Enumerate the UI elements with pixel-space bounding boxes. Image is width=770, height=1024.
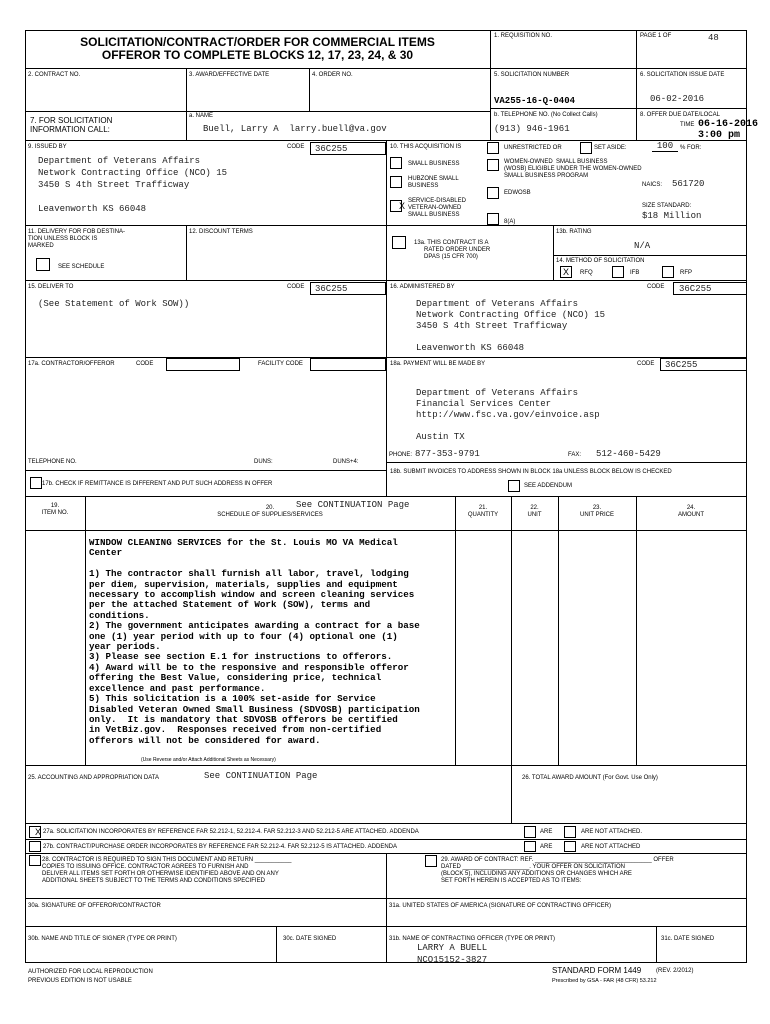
footer-left: AUTHORIZED FOR LOCAL REPRODUCTION PREVIOUS EDITION IS NOT USABLE — [28, 969, 153, 984]
31c-label: 31c. DATE SIGNED — [661, 936, 715, 942]
set-aside-label: SET ASIDE: — [594, 145, 627, 151]
total-award-label: 26. TOTAL AWARD AMOUNT (For Govt. Use Only) — [522, 775, 658, 781]
29-checkbox[interactable] — [425, 855, 437, 867]
payment-code-label: CODE — [637, 361, 655, 367]
hubzone-checkbox[interactable] — [390, 176, 402, 188]
col-quantity: 21. QUANTITY — [467, 505, 499, 518]
name-label: a. NAME — [189, 113, 214, 119]
submit-invoices-label: 18b. SUBMIT INVOICES TO ADDRESS SHOWN IN BLOCK 18a UNLESS BLOCK BELOW IS CHECKED — [390, 469, 672, 475]
administered-address: Department of Veterans Affairs Network Contracting Office (NCO) 15 3450 S 4th Street Trafficway Leavenworth KS 66048 — [416, 299, 606, 353]
rfp-label: RFP — [680, 270, 692, 276]
contractor-label: 17a. CONTRACTOR/OFFEROR — [28, 361, 115, 367]
order-no-label: 4. ORDER NO. — [312, 72, 353, 78]
acquisition-label: 10. THIS ACQUISITION IS — [390, 144, 462, 150]
form-title-line2: OFFEROR TO COMPLETE BLOCKS 12, 17, 23, 24, & 30 — [101, 48, 414, 62]
wosb-label: WOMEN-OWNED SMALL BUSINESS (WOSB) ELIGIBLE UNDER THE WOMEN-OWNED SMALL BUSINESS PROGRAM — [504, 159, 642, 179]
set-aside-percent: 100 — [652, 141, 678, 152]
rated-order-checkbox[interactable] — [392, 236, 406, 249]
col-unit: 22. UNIT — [527, 505, 542, 518]
rating-label: 13b. RATING — [556, 229, 592, 235]
31b-label: 31b. NAME OF CONTRACTING OFFICER (TYPE OR PRINT) — [389, 936, 556, 942]
sdvosb-check-mark: X — [399, 201, 406, 211]
payment-phone: 877-353-9791 — [415, 449, 480, 459]
ifb-checkbox[interactable] — [612, 266, 624, 278]
ifb-label: IFB — [630, 270, 640, 276]
deliver-to-text: (See Statement of Work SOW)) — [38, 299, 190, 309]
method-label: 14. METHOD OF SOLICITATION — [556, 258, 645, 264]
27a-are-not-checkbox[interactable] — [564, 826, 576, 838]
edwosb-checkbox[interactable] — [487, 187, 499, 199]
hubzone-label: HUBZONE SMALL BUSINESS — [408, 176, 459, 189]
page-total: 48 — [708, 33, 719, 43]
size-standard-label: SIZE STANDARD: — [642, 203, 692, 209]
offer-due-time: 3:00 pm — [698, 130, 741, 141]
duns4-label: DUNS+4: — [333, 459, 359, 465]
see-schedule-checkbox[interactable] — [36, 258, 50, 271]
delivery-label: 11. DELIVERY FOR FOB DESTINA- TION UNLESS BLOCK IS MARKED — [28, 229, 126, 249]
issued-by-label: 9. ISSUED BY — [28, 144, 67, 150]
29-label: 29. AWARD OF CONTRACT: REF. ___________________________________ OFFER DATED ____________________. YOUR OFFER ON SOLICITATION (BLOCK 5), INCLUDING ANY ADDITIONS OR CHANGES WHICH ARE SET FORTH HEREIN IS ACCEPTED AS TO ITEMS: — [441, 857, 674, 884]
solicitation-number: VA255-16-Q-0404 — [494, 96, 576, 106]
col-schedule: 20. SCHEDULE OF SUPPLIES/SERVICES — [217, 505, 323, 518]
27a-are-checkbox[interactable] — [524, 826, 536, 838]
remittance-label: 17b. CHECK IF REMITTANCE IS DIFFERENT AND PUT SUCH ADDRESS IN OFFER — [42, 481, 273, 487]
rfq-check-mark: X — [563, 267, 570, 277]
issue-date-label: 6. SOLICITATION ISSUE DATE — [640, 72, 725, 78]
payment-fax: 512-460-5429 — [596, 449, 661, 459]
issue-date: 06-02-2016 — [650, 94, 705, 104]
27b-are-label: ARE — [540, 844, 553, 850]
award-date-label: 3. AWARD/EFFECTIVE DATE — [189, 72, 270, 78]
eight-a-label: 8(A) — [504, 219, 516, 225]
solicitation-number-label: 5. SOLICITATION NUMBER — [494, 72, 570, 78]
contract-no-label: 2. CONTRACT NO. — [28, 72, 81, 78]
contractor-code-box[interactable] — [166, 358, 240, 371]
see-schedule-label: SEE SCHEDULE — [58, 264, 105, 270]
schedule-footnote: (Use Reverse and/or Attach Additional Sheets as Necessary) — [141, 757, 276, 763]
31a-label: 31a. UNITED STATES OF AMERICA (SIGNATURE OF CONTRACTING OFFICER) — [389, 903, 612, 909]
30b-label: 30b. NAME AND TITLE OF SIGNER (TYPE OR PRINT) — [28, 936, 177, 942]
27b-are-not-label: ARE NOT ATTACHED — [581, 844, 641, 850]
standard-form: STANDARD FORM 1449 — [552, 966, 642, 975]
contracting-officer: LARRY A BUELL — [417, 943, 488, 953]
small-business-checkbox[interactable] — [390, 157, 402, 169]
30a-label: 30a. SIGNATURE OF OFFEROR/CONTRACTOR — [28, 903, 161, 909]
unrestricted-label: UNRESTRICTED OR — [504, 145, 562, 151]
remittance-checkbox[interactable] — [30, 477, 42, 489]
issued-by-address: Department of Veterans Affairs Network Contracting Office (NCO) 15 3450 S 4th Street Trafficway Leavenworth KS 66048 — [38, 156, 228, 214]
administered-code-label: CODE — [647, 284, 665, 290]
schedule-description: WINDOW CLEANING SERVICES for the St. Louis MO VA Medical Center 1) The contractor shall furnish all labor, travel, lodging per diem, supervision, materials, supplies and equipment necessary to accomplish window and screen cleaning services per the attached Statement of Work (SOW), terms and conditions. 2) The government anticipates awarding a contract for a base one (1) year period with up to four (4) optional one (1) year periods. 3) Please see section E.1 for instructions to offerors. 4) Award will be to the responsive and responsible offeror offering the Best Value, considering price, technical excellence and past performance. 5) This solicitation is a 100% set-aside for Service Disabled Veteran Owned Small Business (SDVOSB) participation only. It is mandatory that SDVOSB offerors be certified in VetBiz.gov. Responses received from non-certified offerors will not be considered for award. — [89, 537, 420, 746]
accounting-value: See CONTINUATION Page — [204, 771, 318, 781]
payment-phone-label: PHONE: — [389, 452, 413, 458]
offer-due-date: 06-16-2016 — [698, 119, 759, 130]
small-business-label: SMALL BUSINESS — [408, 161, 460, 167]
facility-code-box[interactable] — [310, 358, 386, 371]
see-addendum-label: SEE ADDENDUM — [524, 483, 573, 489]
duns-label: DUNS: — [254, 459, 273, 465]
wosb-checkbox[interactable] — [487, 159, 499, 171]
payment-address: Department of Veterans Affairs Financial Services Center http://www.fsc.va.gov/einvoice.asp Austin TX — [416, 388, 600, 442]
rated-order-label: 13a. THIS CONTRACT IS A RATED ORDER UNDER DPAS (15 CFR 700) — [414, 240, 491, 260]
rfq-label: RFQ — [580, 270, 593, 276]
size-standard: $18 Million — [642, 211, 702, 221]
contractor-code-label: CODE — [136, 361, 154, 367]
telephone: (913) 946-1961 — [494, 124, 570, 134]
sdvosb-label: SERVICE-DISABLED VETERAN-OWNED SMALL BUSINESS — [408, 198, 466, 218]
contracting-officer-id: NCO15152-3827 — [417, 955, 488, 965]
time-label: TIME — [680, 122, 695, 128]
prescribed-by: Prescribed by GSA - FAR (48 CFR) 53.212 — [552, 978, 657, 984]
set-aside-checkbox[interactable] — [580, 142, 592, 154]
eight-a-checkbox[interactable] — [487, 213, 499, 225]
27a-are-not-label: ARE NOT ATTACHED. — [581, 829, 643, 835]
rating-value: N/A — [634, 241, 651, 251]
see-addendum-checkbox[interactable] — [508, 480, 520, 492]
edwosb-label: EDWOSB — [504, 190, 531, 196]
28-checkbox[interactable] — [29, 855, 41, 866]
form-title-line1: SOLICITATION/CONTRACT/ORDER FOR COMMERCIAL ITEMS — [80, 35, 435, 49]
discount-terms-label: 12. DISCOUNT TERMS — [189, 229, 253, 235]
27b-checkbox[interactable] — [29, 841, 41, 852]
form-title — [25, 36, 490, 62]
27a-are-label: ARE — [540, 829, 553, 835]
deliver-to-code: 36C255 — [315, 284, 348, 294]
col-item-no: 19. ITEM NO. — [41, 503, 69, 516]
solicitation-info-label: 7. FOR SOLICITATION INFORMATION CALL: — [30, 116, 113, 134]
telephone-no-label: TELEPHONE NO. — [28, 459, 77, 465]
rfp-checkbox[interactable] — [662, 266, 674, 278]
payment-fax-label: FAX: — [568, 452, 582, 458]
contact-name: Buell, Larry A larry.buell@va.gov — [203, 124, 387, 134]
27b-label: 27b. CONTRACT/PURCHASE ORDER INCORPORATES BY REFERENCE FAR 52.212-4. FAR 52.212-5 IS ATTACHED. ADDENDA — [43, 844, 397, 850]
27b-are-not-checkbox[interactable] — [564, 841, 576, 852]
col-amount: 24. AMOUNT — [678, 505, 704, 518]
27b-are-checkbox[interactable] — [524, 841, 536, 852]
accounting-label: 25. ACCOUNTING AND APPROPRIATION DATA — [28, 775, 160, 781]
issued-by-code: 36C255 — [315, 144, 348, 154]
30c-label: 30c. DATE SIGNED — [283, 936, 337, 942]
requisition-label: 1. REQUISITION NO. — [494, 33, 553, 39]
telephone-label: b. TELEPHONE NO. (No Collect Calls) — [494, 112, 598, 118]
27a-label: 27a. SOLICITATION INCORPORATES BY REFERENCE FAR 52.212-1, 52.212-4. FAR 52.212-3 AND 52.212-5 ARE ATTACHED. ADDENDA — [43, 829, 419, 835]
deliver-to-code-label: CODE — [287, 284, 305, 290]
naics-label: NAICS: — [642, 182, 663, 188]
offer-due-label: 8. OFFER DUE DATE/LOCAL — [640, 112, 720, 118]
payment-code: 36C255 — [665, 360, 698, 370]
28-label: 28. CONTRACTOR IS REQUIRED TO SIGN THIS DOCUMENT AND RETURN ___________ COPIES TO ISSUING OFFICE. CONTRACTOR AGREES TO FURNISH AND DELIVER ALL ITEMS SET FORTH OR OTHERWISE IDENTIFIED ABOVE AND ON ANY ADDITIONAL SHEETS SUBJECT TO THE TERMS AND CONDITIONS SPECIFIED — [42, 857, 292, 884]
percent-for-label: % FOR: — [680, 145, 702, 151]
form-revision: (REV. 2/2012) — [656, 968, 694, 974]
unrestricted-checkbox[interactable] — [487, 142, 499, 154]
page-label: PAGE 1 OF — [640, 33, 672, 39]
administered-code: 36C255 — [679, 284, 712, 294]
deliver-to-label: 15. DELIVER TO — [28, 284, 74, 290]
col-unit-price: 23. UNIT PRICE — [580, 505, 614, 518]
27a-check-mark: X — [35, 827, 42, 837]
payment-label: 18a. PAYMENT WILL BE MADE BY — [390, 361, 486, 367]
issued-by-code-label: CODE — [287, 144, 305, 150]
facility-code-label: FACILITY CODE — [258, 361, 303, 367]
schedule-see-continuation: See CONTINUATION Page — [296, 500, 410, 510]
administered-by-label: 16. ADMINISTERED BY — [390, 284, 455, 290]
naics-code: 561720 — [672, 179, 705, 189]
